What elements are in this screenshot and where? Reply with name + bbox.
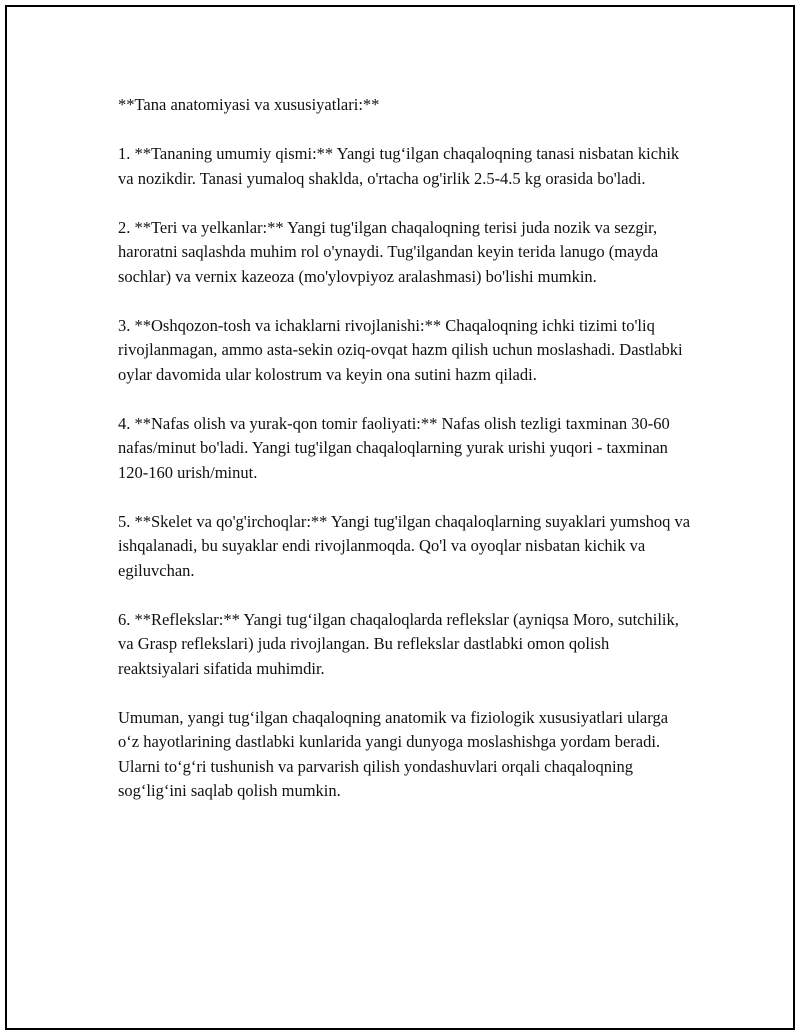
paragraph-skin: 2. **Teri va yelkanlar:** Yangi tug'ilgan chaqaloqning terisi juda nozik va sezgir, haroratni saqlashda muhim rol o'ynaydi. Tug'ilgandan keyin terida lanugo (mayda sochlar) va vernix kazeoza (mo'ylovpiyoz aralashmasi) bo'lishi mumkin. — [118, 217, 659, 286]
paragraph-body-structure: 1. **Tananing umumiy qismi:** Yangi tug‘ilgan chaqaloqning tanasi nisbatan kichik va nozikdir. Tanasi yumaloq shaklda, o'rtacha og'irlik 2.5-4.5 kg orasida bo'ladi. — [118, 144, 680, 188]
paragraph-digestion: 3. **Oshqozon-tosh va ichaklarni rivojlanishi:** Chaqaloqning ichki tizimi to'liq rivojlanmagan, ammo asta-sekin oziq-ovqat hazm qilish uchun moslashadi. Dastlabki oylar davomida ular kolostrum va keyin ona sutini hazm qiladi. — [118, 315, 683, 384]
document-heading: **Tana anatomiyasi va xususiyatlari:** — [118, 95, 380, 114]
document-body — [118, 93, 693, 828]
paragraph-conclusion: Umuman, yangi tug‘ilgan chaqaloqning anatomik va fiziologik xususiyatlari ularga o‘z hayotlarining dastlabki kunlarida yangi dunyoga moslashishga yordam beradi. Ularni to‘g‘ri tushunish va parvarish qilish yondashuvlari orqali chaqaloqning sog‘lig‘ini saqlab qolish mumkin. — [118, 707, 669, 800]
paragraph-breathing-heart: 4. **Nafas olish va yurak-qon tomir faoliyati:** Nafas olish tezligi taxminan 30-60 nafas/minut bo'ladi. Yangi tug'ilgan chaqaloqlarning yurak urishi yuqori - taxminan 120-160 urish/minut. — [118, 413, 670, 482]
paragraph-reflexes: 6. **Reflekslar:** Yangi tug‘ilgan chaqaloqlarda reflekslar (ayniqsa Moro, sutchilik, va Grasp reflekslari) juda rivojlangan. Bu reflekslar dastlabki omon qolish reaktsiyalari sifatida muhimdir. — [118, 609, 679, 678]
paragraph-skeleton: 5. **Skelet va qo'g'irchoqlar:** Yangi tug'ilgan chaqaloqlarning suyaklari yumshoq va ishqalanadi, bu suyaklar endi rivojlanmoqda. Qo'l va oyoqlar nisbatan kichik va egiluvchan. — [118, 511, 691, 580]
